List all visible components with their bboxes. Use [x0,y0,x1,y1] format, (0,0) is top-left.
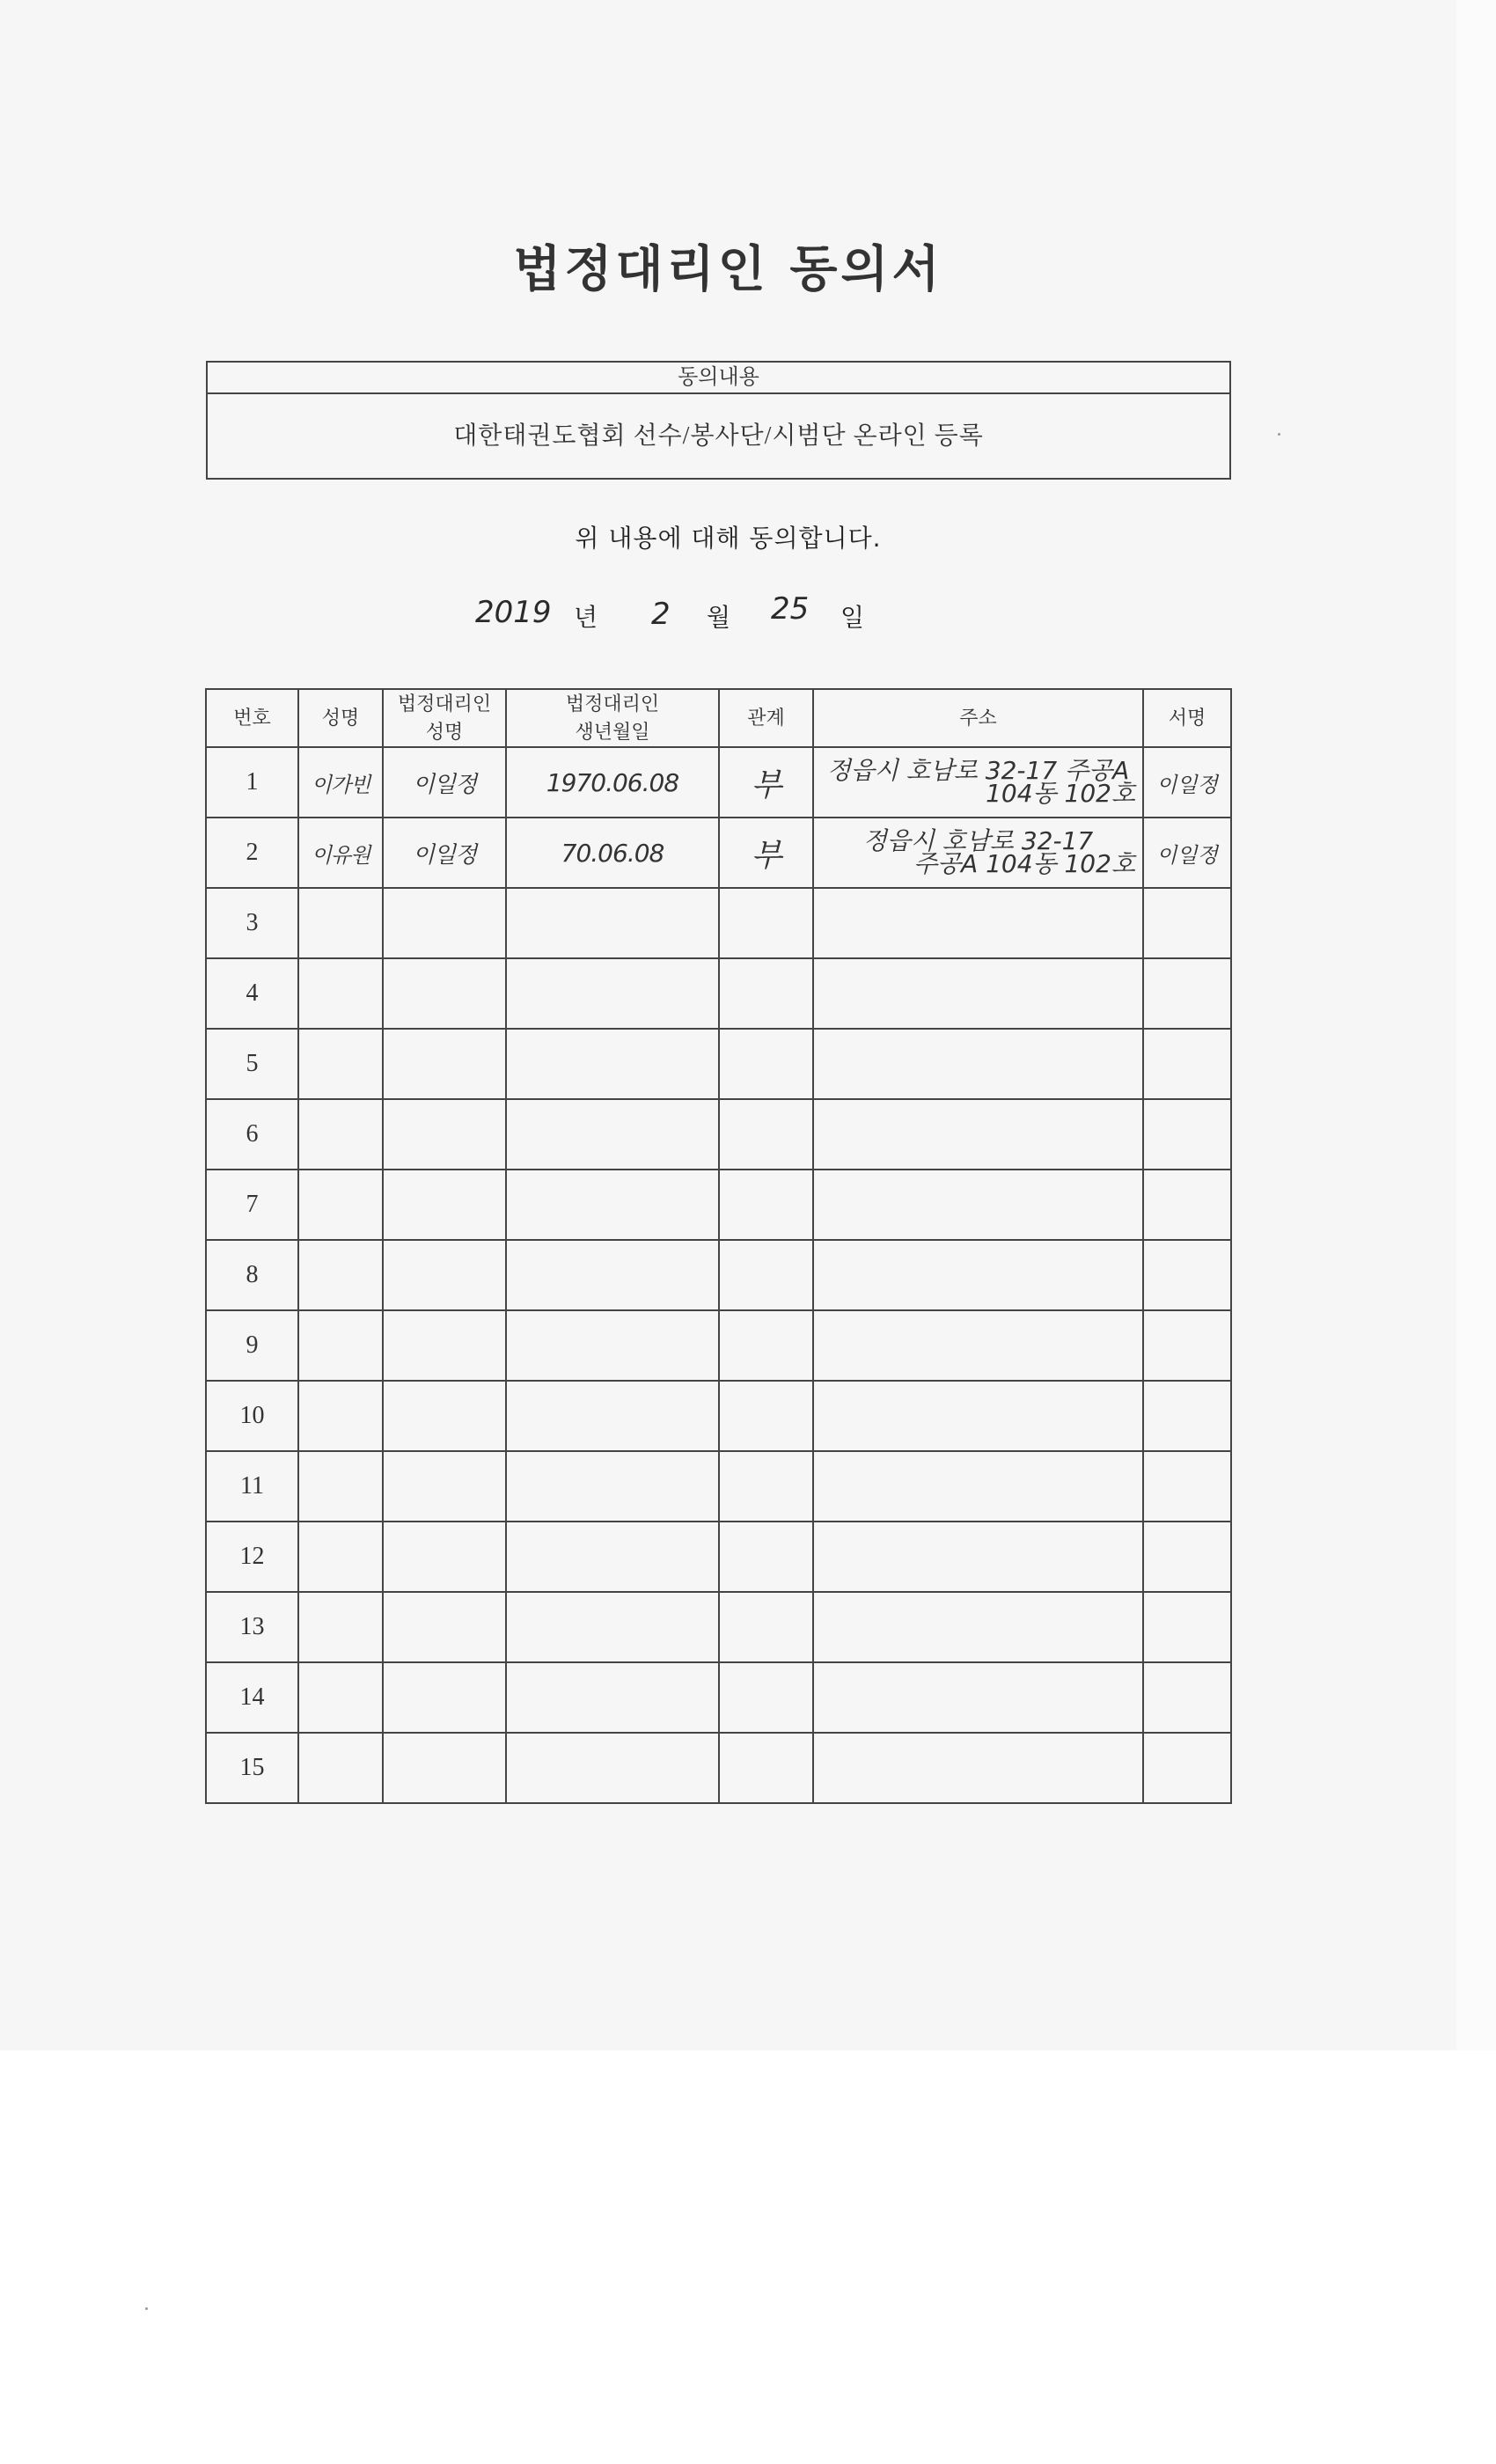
address [813,747,1143,818]
relation [719,958,813,1029]
header-no: 번호 [206,689,298,747]
student-name [298,1733,383,1803]
student-name [298,1451,383,1522]
relation [719,888,813,958]
student-name [298,1662,383,1733]
address [813,1029,1143,1099]
address [813,888,1143,958]
student-name [298,888,383,958]
row-number: 14 [206,1662,298,1733]
relation [719,1381,813,1451]
address [813,818,1143,888]
table-row [206,1099,1231,1170]
guardian-birth [506,1029,719,1099]
relation [719,1310,813,1381]
address [813,1592,1143,1662]
table-row [206,1522,1231,1592]
student-name [298,1381,383,1451]
address [813,1522,1143,1592]
guardian-name [383,888,506,958]
guardian-birth [506,1592,719,1662]
guardian-name [383,1029,506,1099]
relation [719,1522,813,1592]
address-line1: 정읍시 호남로 32-17 주공A [826,756,1130,785]
scan-speck [1278,433,1280,436]
scan-edge [1456,0,1496,2050]
guardian-name [383,1592,506,1662]
guardian-birth [506,1662,719,1733]
consent-box [206,361,1231,480]
guardian-name [383,1310,506,1381]
guardian-birth [506,1310,719,1381]
table-row [206,1240,1231,1310]
table-header-row [206,689,1231,747]
signature [1143,1310,1231,1381]
date-month-value: 2 [651,597,671,632]
row-number: 2 [206,818,298,888]
guardian-birth [506,1099,719,1170]
date-year-value: 2019 [475,595,552,630]
guardian-birth [506,958,719,1029]
guardian-birth [506,1381,719,1451]
guardian-name [383,1733,506,1803]
signature [1143,1240,1231,1310]
guardian-birth [506,1522,719,1592]
address [813,1310,1143,1381]
relation [719,1170,813,1240]
student-name [298,1099,383,1170]
table-row [206,1170,1231,1240]
student-name: 이유원 [298,818,383,888]
student-name [298,1522,383,1592]
table-row [206,747,1231,818]
signature [1143,1170,1231,1240]
relation: 부 [719,818,813,888]
address [813,1170,1143,1240]
signature [1143,958,1231,1029]
row-number: 8 [206,1240,298,1310]
address [813,1240,1143,1310]
header-signature: 서명 [1143,689,1231,747]
row-number: 7 [206,1170,298,1240]
date-line [0,591,1456,644]
table-row [206,1451,1231,1522]
student-name [298,1310,383,1381]
header-name: 성명 [298,689,383,747]
guardian-name: 이일정 [383,747,506,818]
address-line2: 104동 102호 [986,779,1135,808]
guardian-roster-table [205,688,1232,1804]
guardian-name: 이일정 [383,818,506,888]
signature [1143,1522,1231,1592]
relation [719,1662,813,1733]
student-name [298,1170,383,1240]
table-row [206,958,1231,1029]
signature [1143,1733,1231,1803]
signature [1143,1381,1231,1451]
guardian-birth [506,1240,719,1310]
address [813,1733,1143,1803]
guardian-birth [506,1733,719,1803]
row-number: 3 [206,888,298,958]
student-name [298,1240,383,1310]
date-day-unit: 일 [840,603,865,632]
row-number: 10 [206,1381,298,1451]
row-number: 5 [206,1029,298,1099]
table-row [206,1029,1231,1099]
scan-speck [145,2307,148,2310]
relation [719,1029,813,1099]
guardian-birth [506,1451,719,1522]
signature [1143,1662,1231,1733]
relation [719,1240,813,1310]
guardian-name [383,1662,506,1733]
signature [1143,1451,1231,1522]
guardian-name [383,1170,506,1240]
row-number: 15 [206,1733,298,1803]
table-row [206,1592,1231,1662]
header-relation: 관계 [719,689,813,747]
table-row [206,1733,1231,1803]
date-year-unit: 년 [574,603,598,632]
address-line1: 정읍시 호남로 32-17 [862,826,1094,855]
address [813,1662,1143,1733]
table-row [206,888,1231,958]
row-number: 13 [206,1592,298,1662]
relation [719,1733,813,1803]
row-number: 1 [206,747,298,818]
signature [1143,1029,1231,1099]
relation [719,1451,813,1522]
header-address: 주소 [813,689,1143,747]
guardian-birth [506,1170,719,1240]
row-number: 11 [206,1451,298,1522]
address [813,1099,1143,1170]
date-month-unit: 월 [707,603,731,632]
address-line2: 주공A 104동 102호 [913,849,1135,878]
date-day-value: 25 [771,591,810,627]
table-row [206,1310,1231,1381]
guardian-name [383,1240,506,1310]
header-guardian-name: 법정대리인 성명 [383,689,506,747]
guardian-name [383,1381,506,1451]
header-guardian-birth: 법정대리인 생년월일 [506,689,719,747]
relation [719,1099,813,1170]
student-name [298,1592,383,1662]
guardian-name [383,958,506,1029]
row-number: 12 [206,1522,298,1592]
guardian-birth: 1970.06.08 [506,747,719,818]
relation: 부 [719,747,813,818]
agree-statement: 위 내용에 대해 동의합니다. [575,524,882,553]
signature [1143,888,1231,958]
consent-body: 대한태권도협회 선수/봉사단/시범단 온라인 등록 [453,422,984,450]
guardian-name [383,1451,506,1522]
address [813,1381,1143,1451]
table-row [206,1381,1231,1451]
row-number: 4 [206,958,298,1029]
document-title: 법정대리인 동의서 [513,241,943,298]
signature [1143,1592,1231,1662]
table-row [206,818,1231,888]
row-number: 9 [206,1310,298,1381]
relation [719,1592,813,1662]
guardian-name [383,1522,506,1592]
student-name [298,1029,383,1099]
signature: 이일정 [1143,818,1231,888]
guardian-name [383,1099,506,1170]
student-name: 이가빈 [298,747,383,818]
guardian-birth [506,888,719,958]
row-number: 6 [206,1099,298,1170]
table-row [206,1662,1231,1733]
consent-header: 동의내용 [208,363,1229,394]
signature [1143,1099,1231,1170]
address [813,958,1143,1029]
guardian-birth: 70.06.08 [506,818,719,888]
address [813,1451,1143,1522]
signature: 이일정 [1143,747,1231,818]
student-name [298,958,383,1029]
